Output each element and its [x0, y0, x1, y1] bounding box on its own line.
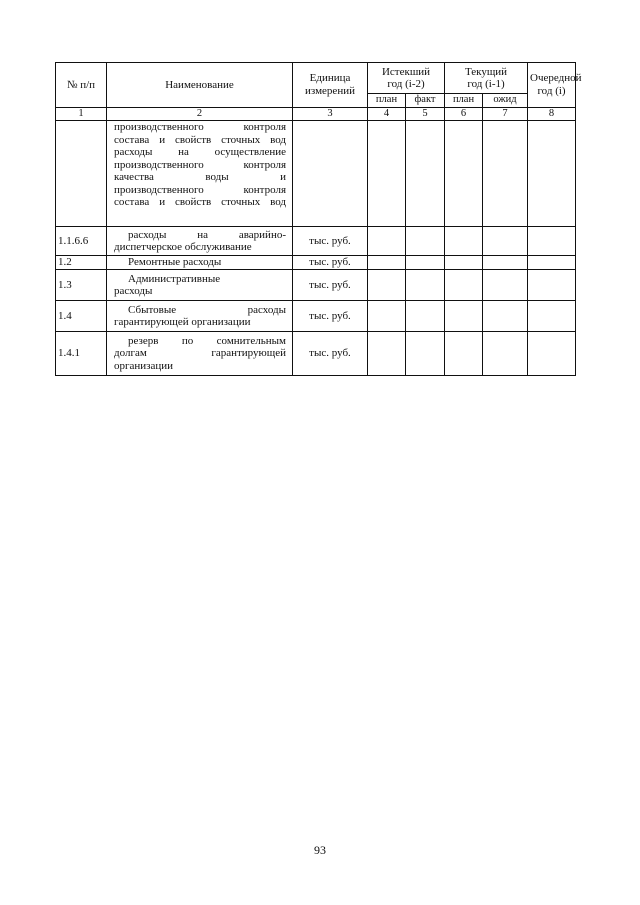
column-numbers-row — [56, 107, 576, 121]
row-name-line: качества воды и — [114, 171, 286, 183]
cell-empty — [406, 227, 445, 256]
subheader-plan-prev: план — [368, 94, 406, 108]
row-name — [107, 121, 293, 227]
header-next-line1: Очередной — [530, 72, 582, 85]
row-name — [107, 270, 293, 301]
cell-empty — [445, 301, 483, 332]
cell-empty — [528, 121, 576, 227]
subheader-plan-cur: план — [445, 94, 483, 108]
column-number: 1 — [56, 107, 107, 121]
row-name-line: долгам гарантирующей — [114, 347, 286, 360]
column-number: 8 — [528, 107, 576, 121]
row-name-line: расходы на осуществление — [114, 146, 286, 158]
row-name-line: организации — [114, 359, 174, 372]
cell-empty — [368, 256, 406, 270]
cell-empty — [483, 270, 528, 301]
cell-empty — [483, 227, 528, 256]
row-name-line: состава и свойств сточных вод — [114, 196, 286, 208]
row-name-line: производственного контроля — [114, 183, 286, 196]
column-number: 7 — [483, 107, 528, 121]
cell-empty — [368, 121, 406, 227]
cell-empty — [445, 121, 483, 227]
cell-empty — [406, 256, 445, 270]
row-unit: тыс. руб. — [293, 332, 368, 376]
header-num: № п/п — [56, 63, 107, 108]
table-row — [56, 270, 576, 301]
row-num: 1.2 — [56, 256, 107, 270]
row-name — [107, 227, 293, 256]
page-number: 93 — [314, 843, 326, 857]
cell-empty — [445, 332, 483, 376]
row-unit — [293, 121, 368, 227]
cell-empty — [406, 332, 445, 376]
row-num — [56, 121, 107, 227]
row-name-line: расходы — [114, 285, 153, 297]
header-prev-line2: год (i-2) — [387, 78, 425, 90]
cell-empty — [445, 227, 483, 256]
cell-empty — [406, 301, 445, 332]
row-name-line: Ремонтные расходы — [128, 256, 222, 269]
subheader-expected: ожид — [483, 94, 528, 108]
header-unit — [293, 63, 368, 108]
cell-empty — [483, 256, 528, 270]
table-row — [56, 332, 576, 376]
header-unit-line2: измерений — [305, 84, 355, 97]
cell-empty — [368, 301, 406, 332]
cell-empty — [406, 121, 445, 227]
row-name — [107, 332, 293, 376]
cell-empty — [368, 227, 406, 256]
cell-empty — [528, 227, 576, 256]
table-row — [56, 121, 576, 227]
row-name-line: производственного контроля — [114, 158, 286, 171]
row-num: 1.4.1 — [56, 332, 107, 376]
row-name-line: Административные — [128, 272, 221, 285]
row-name-line: диспетчерское обслуживание — [114, 241, 252, 253]
cell-empty — [528, 301, 576, 332]
row-num: 1.3 — [56, 270, 107, 301]
row-num: 1.1.6.6 — [56, 227, 107, 256]
row-unit: тыс. руб. — [293, 227, 368, 256]
header-prev-line1: Истекший — [381, 65, 431, 78]
header-name: Наименование — [107, 63, 293, 108]
row-name-line: расходы на аварийно- — [128, 228, 286, 241]
row-name — [107, 301, 293, 332]
header-next-year — [528, 63, 582, 108]
row-name-line: гарантирующей организации — [114, 316, 251, 328]
header-prev-year — [368, 63, 445, 94]
cell-empty — [528, 332, 576, 376]
cell-empty — [528, 270, 576, 301]
table-row — [56, 301, 576, 332]
cell-empty — [483, 121, 528, 227]
row-unit: тыс. руб. — [293, 270, 368, 301]
cell-empty — [368, 270, 406, 301]
header-unit-line1: Единица — [309, 72, 351, 85]
column-number: 6 — [445, 107, 483, 121]
cell-empty — [406, 270, 445, 301]
cell-empty — [528, 256, 576, 270]
column-number: 3 — [293, 107, 368, 121]
header-next-line2: год (i) — [537, 84, 566, 97]
row-unit: тыс. руб. — [293, 256, 368, 270]
cell-empty — [483, 301, 528, 332]
header-current-year — [445, 63, 528, 94]
subheader-fact: факт — [406, 94, 445, 108]
cell-empty — [483, 332, 528, 376]
table-row — [56, 227, 576, 256]
row-name-line: Сбытовые расходы — [128, 303, 286, 316]
cell-empty — [445, 270, 483, 301]
cell-empty — [445, 256, 483, 270]
column-number: 4 — [368, 107, 406, 121]
row-unit: тыс. руб. — [293, 301, 368, 332]
cell-empty — [368, 332, 406, 376]
cost-table — [55, 62, 582, 376]
row-name-line: резерв по сомнительным — [128, 334, 286, 347]
column-number: 2 — [107, 107, 293, 121]
header-cur-line2: год (i-1) — [467, 78, 505, 90]
header-row — [56, 63, 576, 94]
table-row — [56, 256, 576, 270]
row-num: 1.4 — [56, 301, 107, 332]
row-name-line: состава и свойств сточных вод — [114, 133, 286, 146]
row-name-line: производственного контроля — [114, 121, 286, 133]
row-name — [107, 256, 293, 270]
column-number: 5 — [406, 107, 445, 121]
header-cur-line1: Текущий — [464, 65, 508, 78]
